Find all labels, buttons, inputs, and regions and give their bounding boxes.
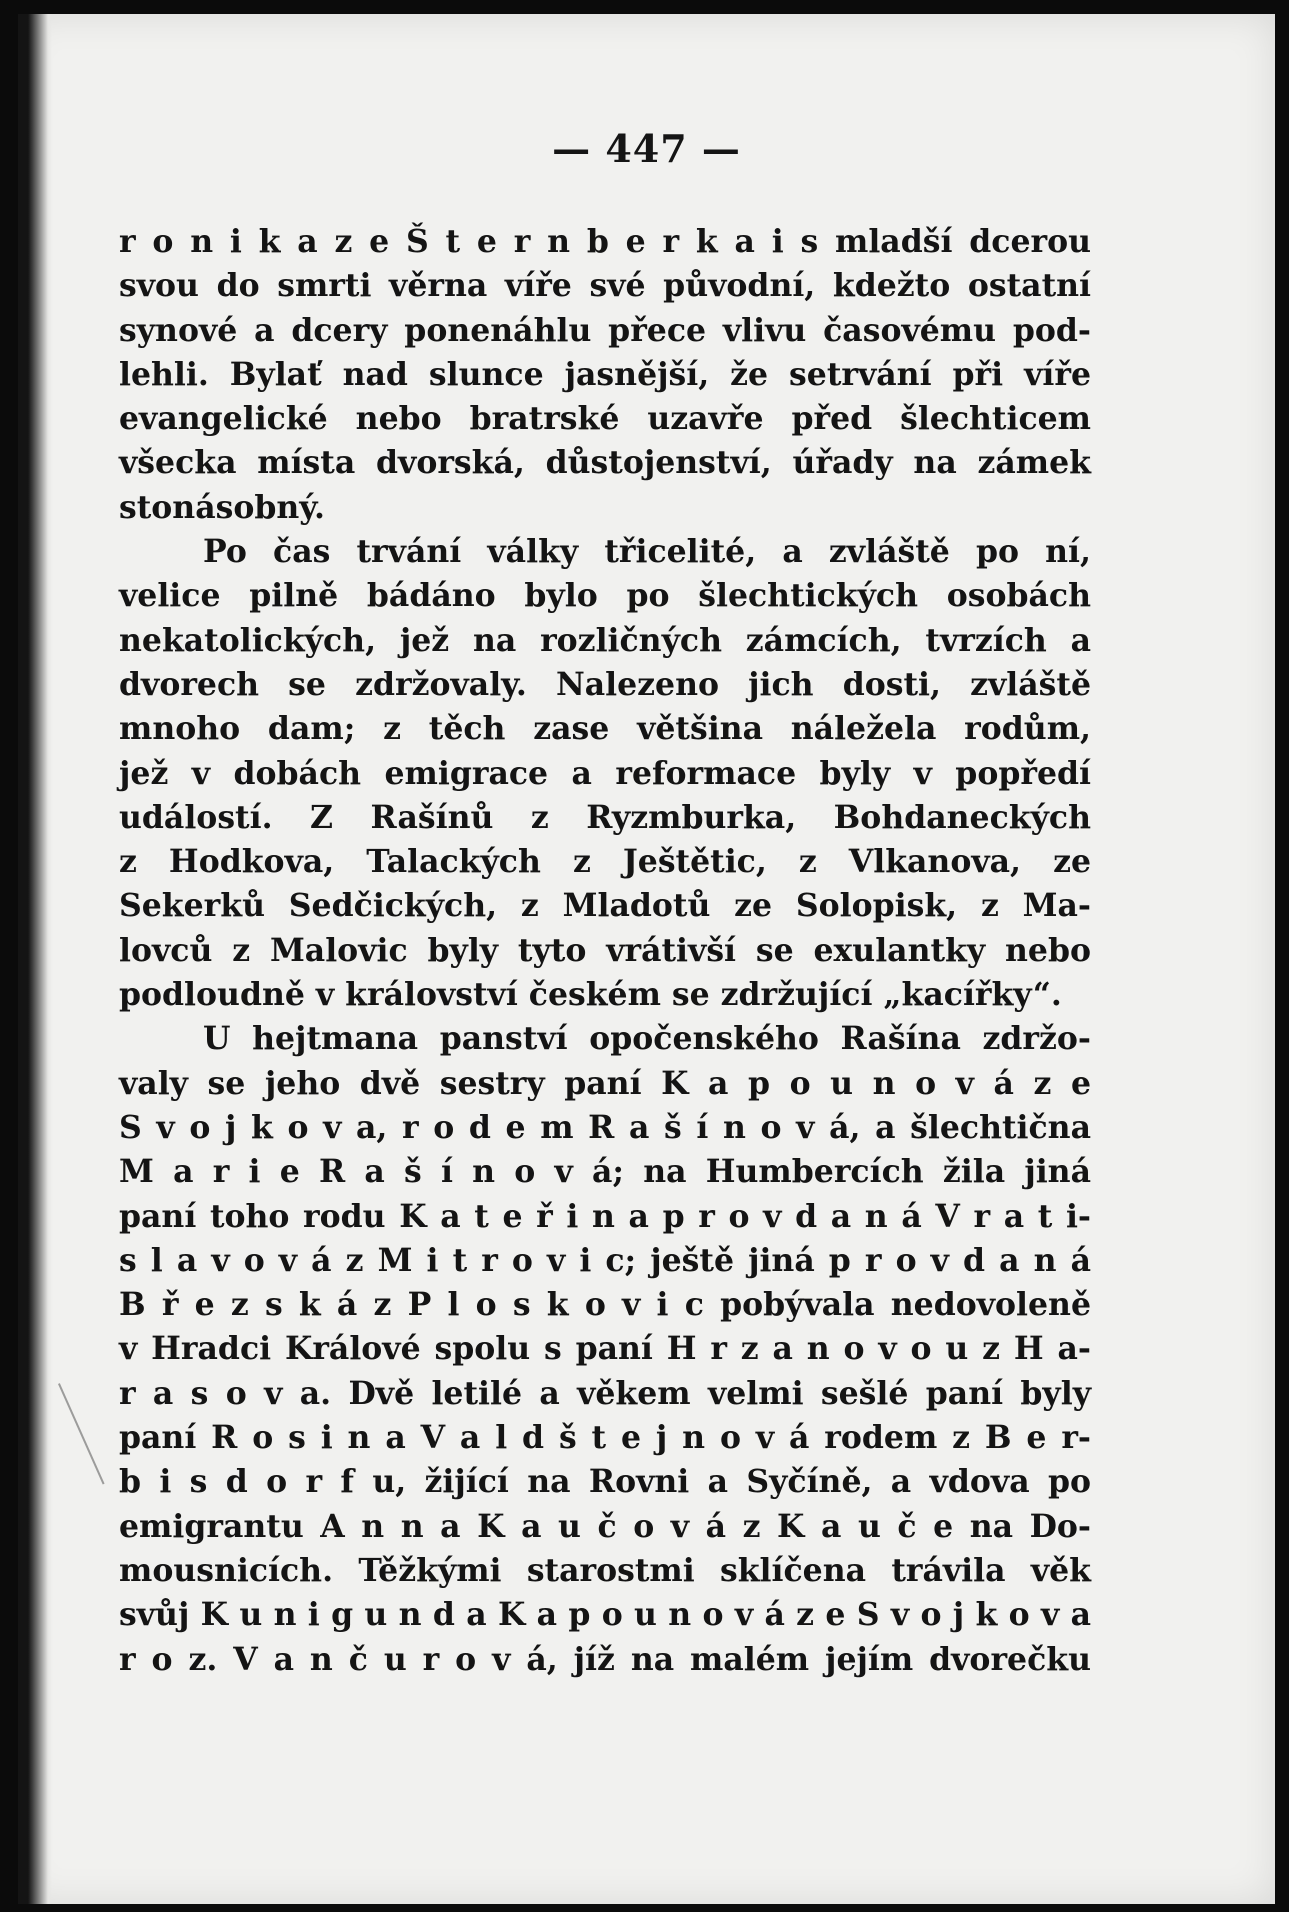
text-line: nekatolických, jež na rozličných zámcích, tvrzích a [119,621,1091,659]
text-line: evangelické nebo bratrské uzavře před šlechticem [119,400,1091,438]
text-line: s l a v o v á z M i t r o v i c; ještě jiná p r o v d a n á [119,1241,1091,1279]
text-line: stonásobný. [119,488,325,526]
text-line: emigrantu A n n a K a u č o v á z K a u č e na Do- [119,1507,1091,1545]
text-line: paní R o s i n a V a l d š t e j n o v á rodem z B e r- [119,1419,1091,1457]
text-line: jež v dobách emigrace a reformace byly v popředí [119,754,1091,792]
text-line: paní toho rodu K a t e ř i n a p r o v d a n á V r a t i- [119,1197,1091,1235]
text-line: událostí. Z Rašínů z Ryzmburka, Bohdaneckých [119,798,1091,836]
body-text [119,220,1091,1682]
text-line: všecka místa dvorská, důstojenství, úřady na zámek [119,444,1091,482]
text-line: valy se jeho dvě sestry paní K a p o u n o v á z e [119,1064,1091,1102]
page-number: — 447 — [552,126,741,171]
text-line: dvorech se zdržovaly. Nalezeno jich dosti, zvláště [119,665,1091,703]
stray-pencil-mark [58,1383,105,1484]
text-line: synové a dcery ponenáhlu přece vlivu časovému pod- [119,311,1091,349]
text-line: M a r i e R a š í n o v á; na Humbercích žila jiná [119,1153,1091,1191]
text-line: podloudně v království českém se zdržující „kacířky“. [119,976,1062,1014]
text-line: r o n i k a z e Š t e r n b e r k a i s mladší dcerou [119,223,1091,260]
text-line: r o z. V a n č u r o v á, jíž na malém jejím dvorečku [119,1640,1091,1678]
text-line: Sekerků Sedčických, z Mladotů ze Solopisk, z Ma- [119,887,1091,925]
text-line: velice pilně bádáno bylo po šlechtických osobách [119,577,1091,615]
text-line: r a s o v a. Dvě letilé a věkem velmi sešlé paní byly [119,1374,1091,1412]
book-page [18,14,1275,1904]
text-line: b i s d o r f u, žijící na Rovni a Syčíně, a vdova po [119,1463,1091,1501]
text-line: svou do smrti věrna víře své původní, kdežto ostatní [119,267,1091,305]
text-line: lehli. Bylať nad slunce jasnější, že setrvání při víře [119,355,1091,393]
text-line: svůj K u n i g u n d a K a p o u n o v á z e S v o j k o v a [119,1596,1091,1634]
text-line: mnoho dam; z těch zase většina náležela rodům, [119,710,1091,748]
binding-edge [18,14,52,1904]
text-line: B ř e z s k á z P l o s k o v i c pobývala nedovoleně [119,1286,1091,1324]
text-line: z Hodkova, Talackých z Ještětic, z Vlkanova, ze [119,843,1091,881]
text-line: U hejtmana panství opočenského Rašína zdržo- [203,1020,1091,1058]
text-line: Po čas trvání války třicelité, a zvláště po ní, [203,533,1091,571]
text-line: mousnicích. Těžkými starostmi sklíčena trávila věk [119,1551,1091,1589]
text-line: v Hradci Králové spolu s paní H r z a n o v o u z H a- [119,1330,1091,1368]
text-line: S v o j k o v a, r o d e m R a š í n o v á, a šlechtična [119,1108,1091,1146]
text-line: lovců z Malovic byly tyto vrátivší se exulantky nebo [119,931,1091,969]
